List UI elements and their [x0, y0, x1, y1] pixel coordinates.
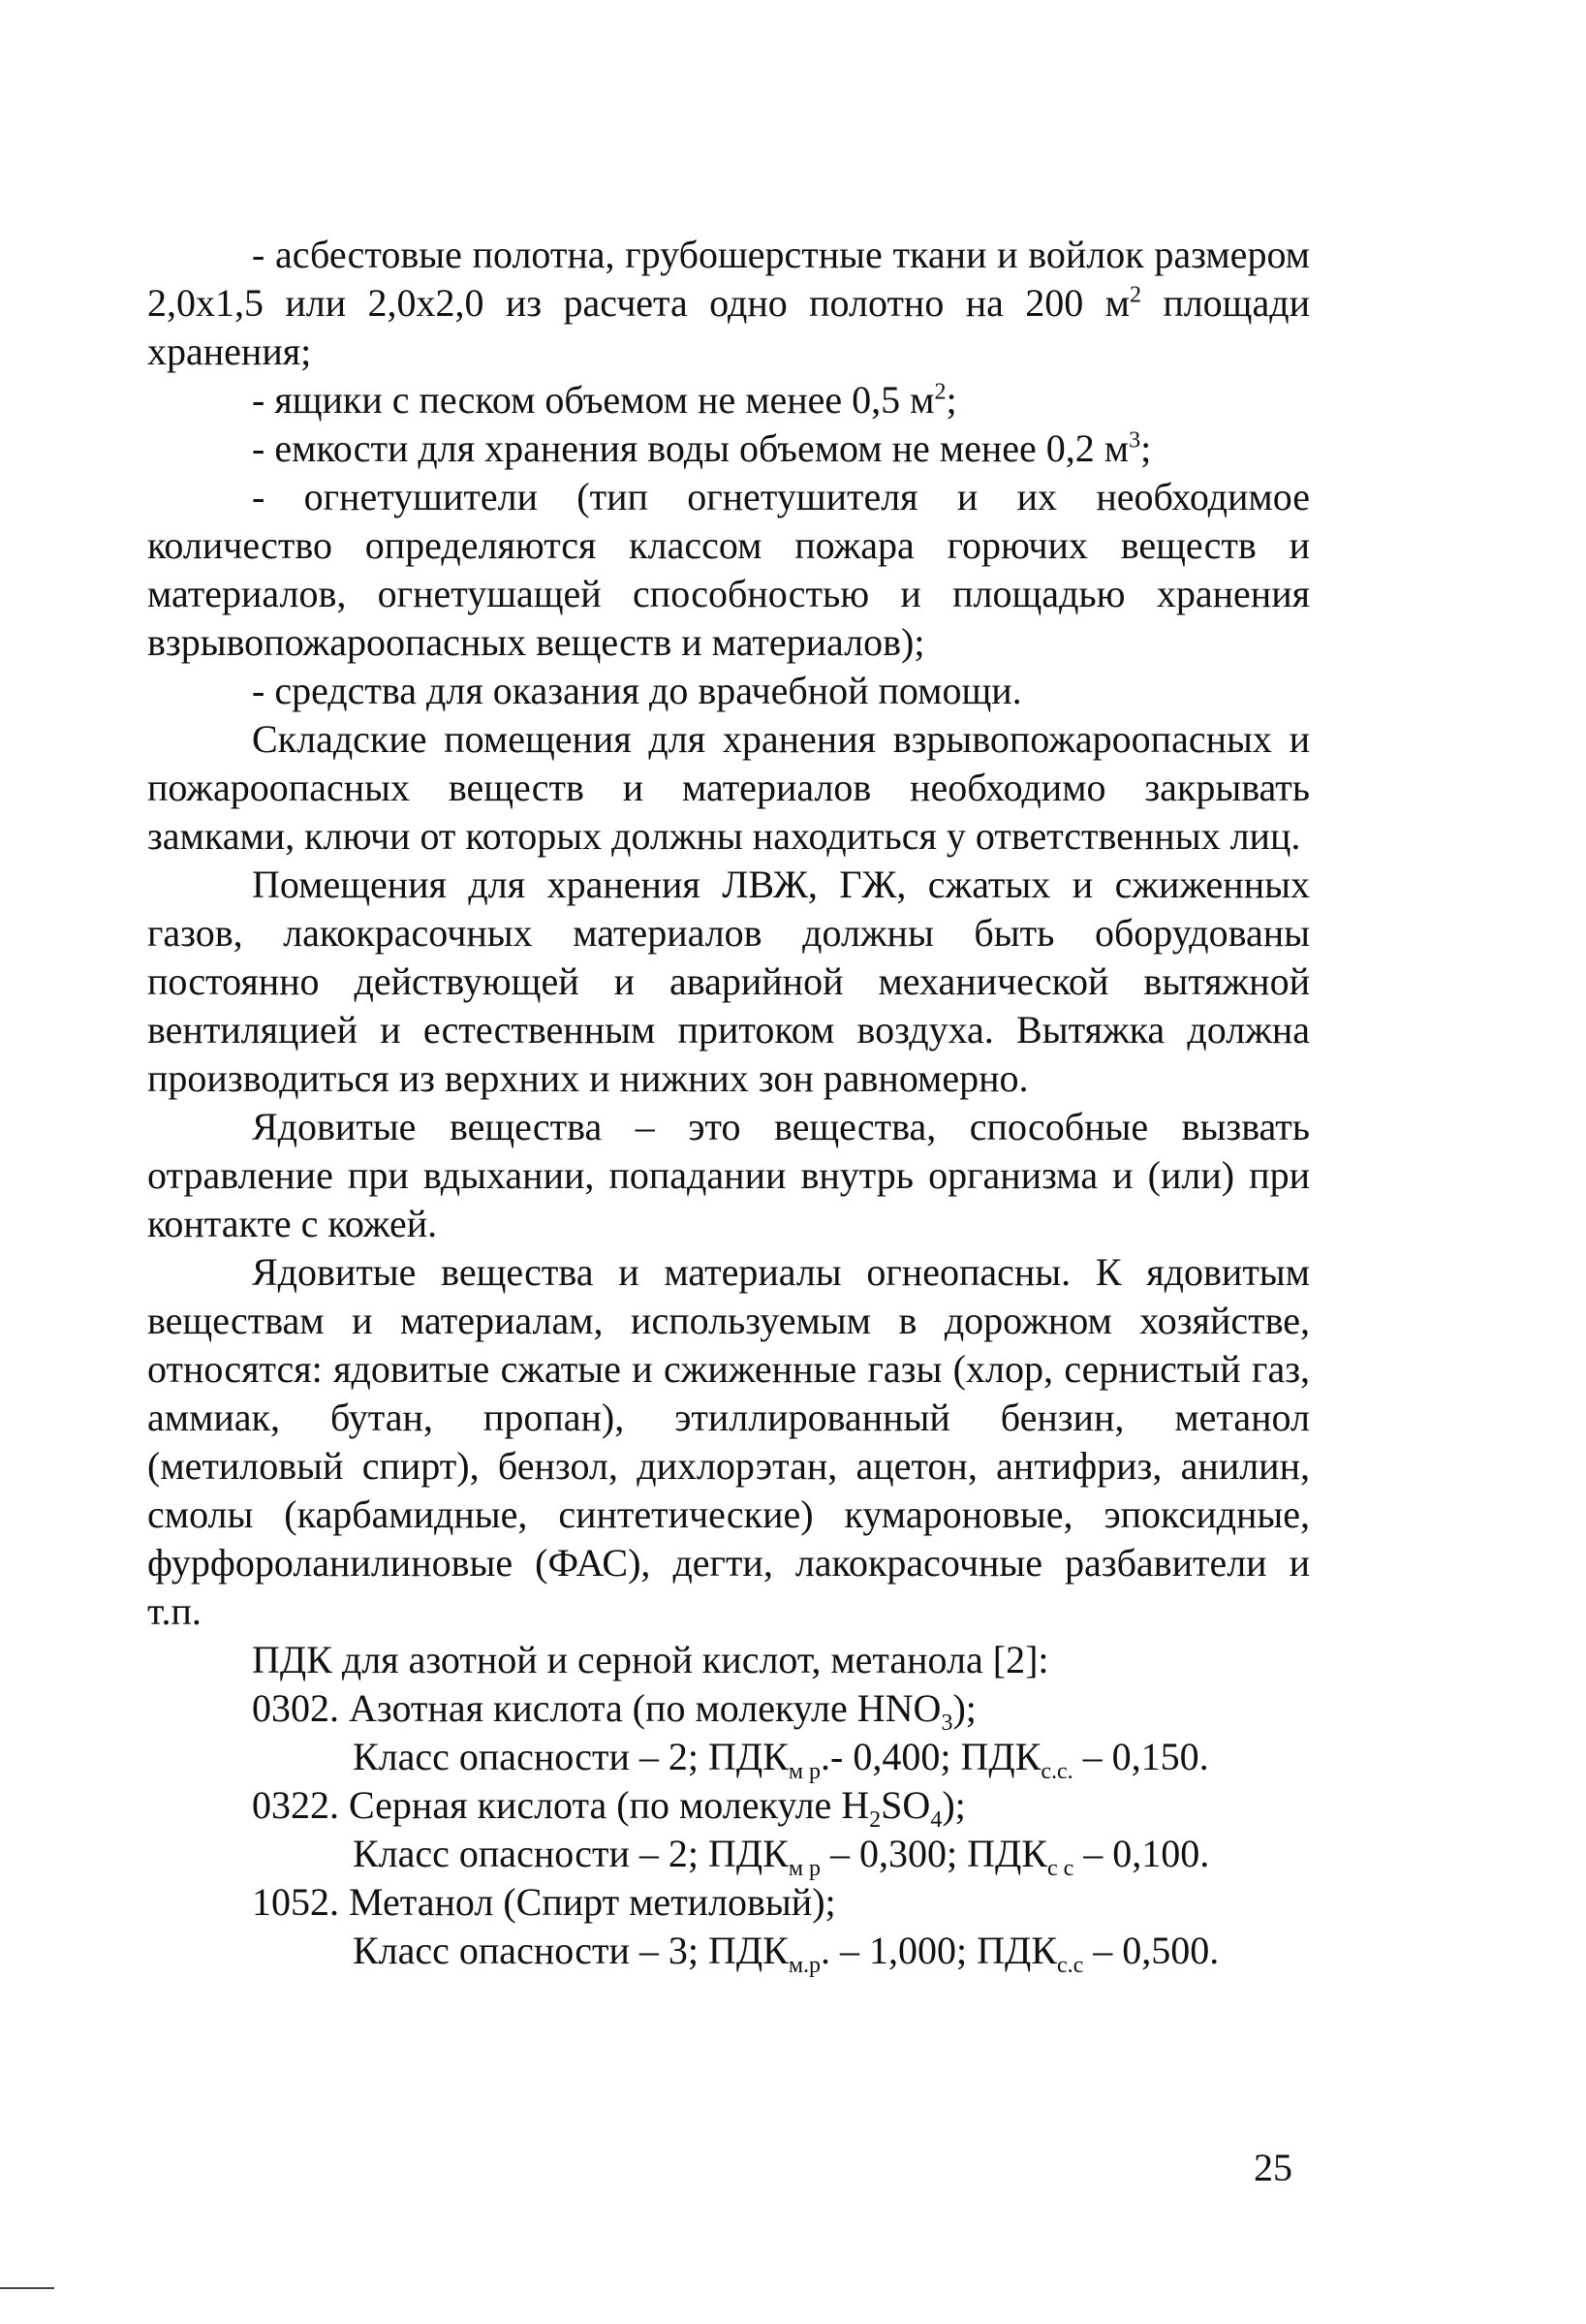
pdk-value: – 0,150.	[1073, 1735, 1209, 1778]
list-item-extinguishers: - огнетушители (тип огнетушителя и их необходимое количество определяются классом пожара горючих веществ и материалов, огнетушащей способностью и площадью хранения взрывопожароопасных веществ и материалов);	[147, 475, 1310, 664]
subscript: м.р	[788, 1953, 822, 1978]
list-item-first-aid: - средства для оказания до врачебной помощи.	[252, 669, 1022, 712]
hazard-class: Класс опасности – 2; ПДК	[353, 1735, 789, 1778]
paragraph-ventilation: Помещения для хранения ЛВЖ, ГЖ, сжатых и сжиженных газов, лакокрасочных материалов должны быть оборудованы постоянно действующей и аварийной механической вытяжной вентиляцией и естественным притоком воздуха. Вытяжка должна производиться из верхних и нижних зон равномерно.	[147, 863, 1310, 1100]
scan-edge-mark	[0, 2287, 54, 2289]
pdk-item-values	[147, 1830, 1310, 1881]
pdk-item-values	[147, 1927, 1310, 1978]
pdk-value: – 0,500.	[1083, 1929, 1220, 1972]
subscript: 4	[930, 1807, 943, 1833]
body-text	[147, 231, 1310, 1978]
list-item-sand-boxes	[147, 376, 1310, 424]
page-number: 25	[1254, 2146, 1292, 2189]
pdk-value: – 0,300; ПДК	[821, 1832, 1047, 1875]
subscript: с.с.	[1041, 1759, 1073, 1784]
subscript: 3	[941, 1711, 953, 1736]
paragraph-toxic-definition: Ядовитые вещества – это вещества, способные вызвать отравление при вдыхании, попадании внутрь организма и (или) при контакте с кожей.	[147, 1105, 1310, 1245]
pdk-item-values	[147, 1733, 1310, 1784]
substance-name: 0302. Азотная кислота (по молекуле HNO	[252, 1686, 942, 1730]
subscript: 2	[869, 1807, 882, 1833]
pdk-list	[147, 1636, 1310, 1978]
paragraph-toxic-materials: Ядовитые вещества и материалы огнеопасны. К ядовитым веществам и материалам, используемым в дорожном хозяйстве, относятся: ядовитые сжатые и сжиженные газы (хлор, сернистый газ, аммиак, бутан, пропан), этиллированный бензин, метанол (метиловый спирт), бензол, дихлорэтан, ацетон, антифриз, анилин, смолы (карбамидные, синтетические) кумароновые, эпоксидные, фурфороланилиновые (ФАС), дегти, лакокрасочные разбавители и т.п.	[147, 1250, 1310, 1633]
superscript: 2	[1129, 282, 1141, 308]
superscript: 3	[1129, 427, 1141, 454]
paragraph-text: ;	[1140, 426, 1152, 470]
pdk-item-name	[147, 1878, 1310, 1927]
paragraph-text: площади хранения;	[147, 281, 1310, 373]
paragraph-warehouses: Складские помещения для хранения взрывопожароопасных и пожароопасных веществ и материалов необходимо закрывать замками, ключи от которых должны находиться у ответственных лиц.	[147, 717, 1310, 858]
substance-name-tail: );	[942, 1783, 966, 1827]
subscript: с с	[1046, 1856, 1074, 1881]
substance-name-mid: SO	[881, 1783, 931, 1827]
pdk-value: .- 0,400; ПДК	[821, 1735, 1042, 1778]
pdk-item-name	[147, 1684, 1310, 1736]
pdk-intro: ПДК для азотной и серной кислот, метанола [2]:	[252, 1638, 1049, 1681]
paragraph-text: - емкости для хранения воды объемом не менее 0,2 м	[252, 426, 1130, 470]
list-item-water-tanks	[147, 424, 1310, 473]
subscript: м р	[788, 1856, 822, 1881]
substance-name: 0322. Серная кислота (по молекуле H	[252, 1783, 870, 1827]
pdk-item-name	[147, 1781, 1310, 1833]
paragraph-text: ;	[946, 378, 957, 422]
hazard-class: Класс опасности – 3; ПДК	[353, 1929, 789, 1972]
substance-name-tail: );	[952, 1686, 977, 1730]
substance-name: 1052. Метанол (Спирт метиловый);	[252, 1880, 836, 1924]
superscript: 2	[934, 379, 947, 405]
paragraph-text: - ящики с песком объемом не менее 0,5 м	[252, 378, 935, 422]
pdk-value: . – 1,000; ПДК	[821, 1929, 1057, 1972]
pdk-value: – 0,100.	[1073, 1832, 1210, 1875]
list-item-asbestos	[147, 231, 1310, 376]
subscript: с.с	[1056, 1953, 1084, 1978]
paragraph-text: - асбестовые полотна, грубошерстные ткани и войлок размером 2,0х1,5 или 2,0х2,0 из расчета одно полотно на 200 м	[147, 233, 1310, 325]
subscript: м р	[788, 1759, 822, 1784]
hazard-class: Класс опасности – 2; ПДК	[353, 1832, 789, 1875]
